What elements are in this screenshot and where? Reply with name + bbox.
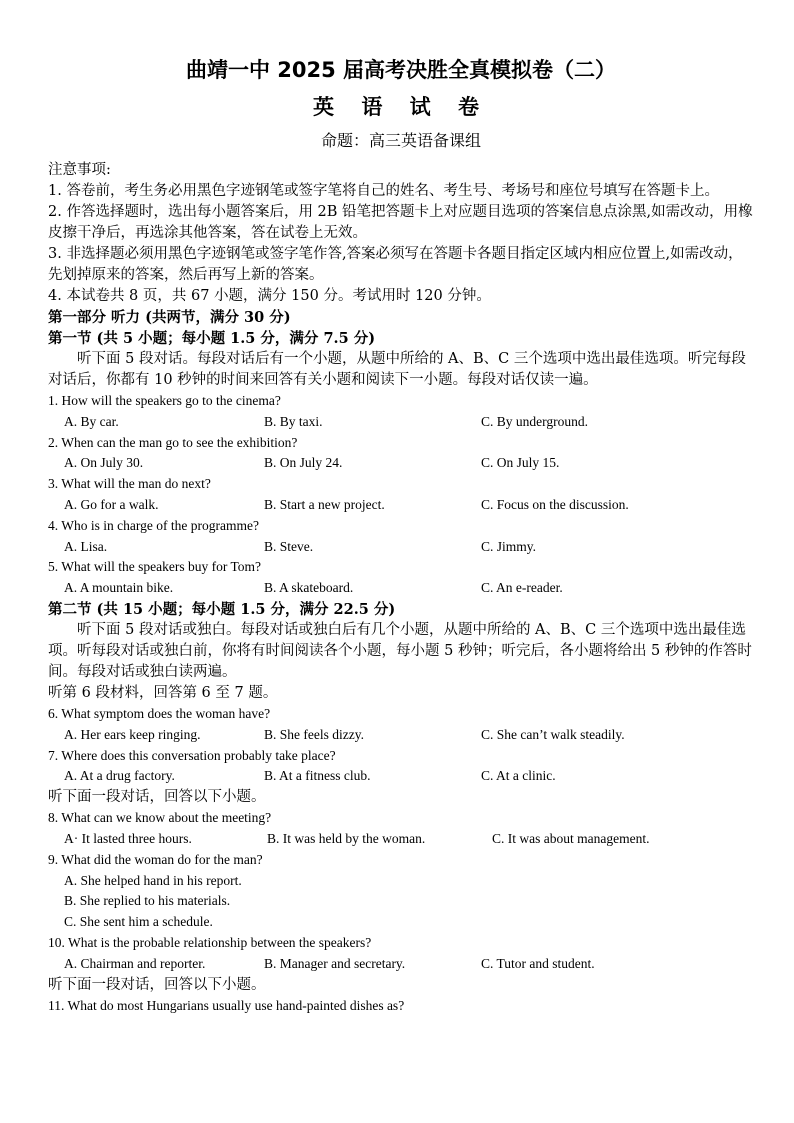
question-9 (48, 850, 754, 933)
option-c: C. She can’t walk steadily. (481, 726, 625, 742)
question-text: 6. What symptom does the woman have? (48, 705, 271, 721)
part1-heading: 第一部分 听力 (共两节，满分 30 分) (48, 309, 291, 326)
section2-instruction: 听下面 5 段对话或独白。每段对话或独白后有几个小题，从题中所给的 A、B、C 三个选项中选出最佳选项。听每段对话或独白前，你将有时间阅读各个小题，每小题 5 秒钟；听完后，各小题将给出 5 秒钟的作答时间。每段对话或独白读两遍。 (48, 621, 752, 680)
question-7 (48, 746, 754, 788)
option-c: C. Jimmy. (481, 538, 537, 554)
notes-heading: 注意事项: (48, 162, 111, 178)
option-c: C. Focus on the discussion. (481, 496, 629, 512)
option-a: A. By car. (64, 413, 119, 429)
options-row (48, 537, 754, 558)
options-row (48, 453, 754, 474)
option-c: C. It was about management. (492, 830, 650, 846)
option-b: B. At a fitness club. (264, 768, 371, 784)
question-8 (48, 808, 754, 850)
question-text: 1. How will the speakers go to the cinema? (48, 393, 281, 408)
question-text: 11. What do most Hungarians usually use hand-painted dishes as? (48, 997, 405, 1013)
section1-heading: 第一节 (共 5 小题；每小题 1.5 分，满分 7.5 分) (48, 330, 376, 347)
option-c: C. An e-reader. (481, 580, 563, 596)
option-a: A. On July 30. (64, 455, 144, 471)
question-6 (48, 704, 754, 746)
options-row (48, 829, 754, 850)
option-c: C. Tutor and student. (481, 955, 595, 971)
question-10 (48, 933, 754, 975)
question-text: 4. Who is in charge of the programme? (48, 517, 259, 533)
exam-subtitle: 英 语 试 卷 (313, 95, 489, 119)
option-b: B. Steve. (264, 538, 314, 554)
option-b: B. A skateboard. (264, 580, 354, 596)
group-instruction: 听下面一段对话，回答以下小题。 (48, 789, 266, 806)
option-b: B. On July 24. (264, 455, 343, 471)
note-item: 1. 答卷前，考生务必用黑色字迹钢笔或签字笔将自己的姓名、考生号、考场号和座位号填写在答题卡上。 (48, 183, 719, 199)
question-text: 2. When can the man go to see the exhibition? (48, 434, 298, 450)
option-b: B. Start a new project. (264, 496, 385, 512)
options-row (48, 578, 754, 599)
question-3 (48, 474, 754, 516)
group-instruction: 听第 6 段材料，回答第 6 至 7 题。 (48, 684, 278, 701)
question-4 (48, 516, 754, 558)
note-item: 4. 本试卷共 8 页，共 67 小题，满分 150 分。考试用时 120 分钟。 (48, 288, 491, 304)
exam-page (48, 52, 754, 1016)
option-a: A. Chairman and reporter. (64, 955, 206, 971)
group-instruction: 听下面一段对话，回答以下小题。 (48, 976, 266, 993)
question-text: 8. What can we know about the meeting? (48, 810, 272, 826)
option-c: C. At a clinic. (481, 768, 556, 784)
note-item: 3. 非选择题必须用黑色字迹钢笔或签字笔作答,答案必须写在答题卡各题目指定区域内相应位置上,如需改动，先划掉原来的答案，然后再写上新的答案。 (48, 246, 743, 283)
options-row (48, 495, 754, 516)
section2-heading: 第二节 (共 15 小题；每小题 1.5 分，满分 22.5 分) (48, 600, 396, 618)
option-b: B. She feels dizzy. (264, 726, 364, 742)
question-1 (48, 391, 754, 433)
section1-instruction: 听下面 5 段对话。每段对话后有一个小题，从题中所给的 A、B、C 三个选项中选出最佳选项。听完每段对话后，你都有 10 秒钟的时间来回答有关小题和阅读下一小题。每段对话仅读一遍。 (48, 351, 746, 388)
options-row (48, 412, 754, 433)
option-a: A. Lisa. (64, 538, 108, 554)
exam-author: 命题：高三英语备课组 (320, 131, 481, 150)
option-a: A. Go for a walk. (64, 496, 159, 512)
notes-block (48, 160, 754, 307)
question-11 (48, 996, 754, 1017)
question-text: 5. What will the speakers buy for Tom? (48, 559, 262, 575)
option-b: B. She replied to his materials. (64, 893, 231, 909)
question-text: 7. Where does this conversation probably take place? (48, 747, 336, 763)
option-a: A. Her ears keep ringing. (64, 726, 201, 742)
option-b: B. It was held by the woman. (267, 830, 426, 846)
question-5 (48, 557, 754, 599)
option-c: C. On July 15. (481, 455, 560, 471)
option-a: A· It lasted three hours. (64, 830, 192, 846)
option-a: A. She helped hand in his report. (64, 872, 242, 888)
note-item: 2. 作答选择题时，选出每小题答案后，用 2B 铅笔把答题卡上对应题目选项的答案信息点涂黑,如需改动，用橡皮擦干净后，再选涂其他答案，答在试卷上无效。 (48, 204, 753, 241)
option-b: B. By taxi. (264, 413, 323, 429)
option-c: C. She sent him a schedule. (64, 914, 213, 930)
question-text: 9. What did the woman do for the man? (48, 851, 263, 867)
exam-title: 曲靖一中 2025 届高考决胜全真模拟卷（二） (185, 58, 617, 82)
options-row (48, 725, 754, 746)
options-row (48, 766, 754, 787)
question-text: 3. What will the man do next? (48, 476, 211, 492)
question-text: 10. What is the probable relationship between the speakers? (48, 934, 372, 950)
option-b: B. Manager and secretary. (264, 955, 406, 971)
options-row (48, 954, 754, 975)
option-a: A. At a drug factory. (64, 768, 175, 784)
option-a: A. A mountain bike. (64, 580, 174, 596)
question-2 (48, 433, 754, 475)
option-c: C. By underground. (481, 413, 588, 429)
